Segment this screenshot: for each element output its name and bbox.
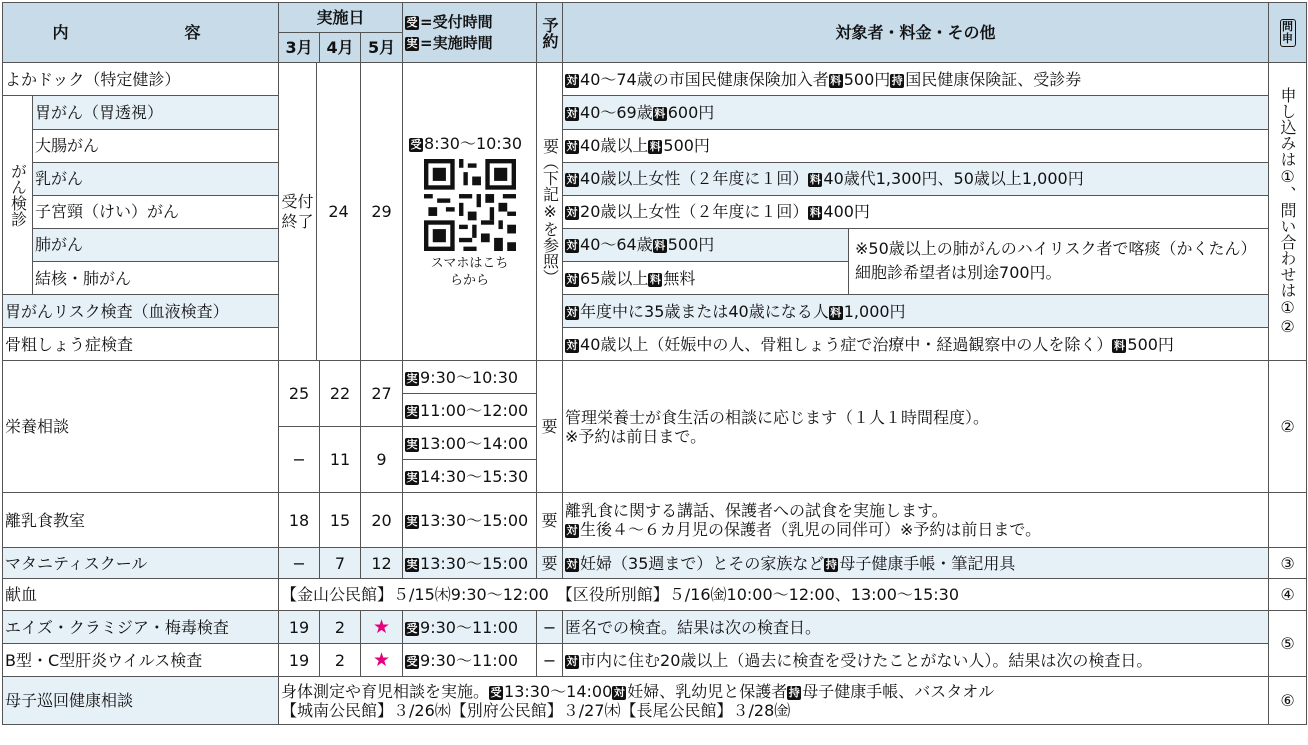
receipt-tag-icon: 受 [406, 15, 418, 29]
row-hep-name: B型・C型肝炎ウイルス検査 [3, 644, 279, 677]
row-aids-name: エイズ・クラミジア・梅毒検査 [3, 611, 279, 644]
qr-code-icon[interactable] [424, 159, 516, 251]
kenshin-m4: 24 [316, 63, 360, 360]
implement-tag-icon: 実 [406, 36, 418, 50]
gan-label: がん検診 [3, 96, 33, 295]
header-month-5: 5月 [361, 33, 403, 63]
header-month-4: 4月 [320, 33, 361, 63]
kenshin-time: 8:30〜10:30 [424, 134, 523, 153]
lung-note: ※50歳以上の肺がんのハイリスク者で喀痰（かくたん）細胞診希望者は別途700円。 [849, 228, 1269, 295]
kenshin-m3: 受付終了 [281, 191, 314, 231]
hep-m3: 19 [279, 644, 320, 677]
rinyu-m5: 20 [361, 493, 403, 548]
eiyo-inquiry: ② [1269, 361, 1307, 493]
aids-time: 受 9:30〜11:00 [403, 611, 537, 644]
row-kenketsu-name: 献血 [3, 579, 279, 611]
row-risk-name: 胃がんリスク検査（血液検査） [3, 295, 279, 328]
row-colon-info: 対 40歳以上 料 500円 [563, 129, 1269, 162]
row-stomach-info: 対 40〜69歳 料 600円 [563, 96, 1269, 130]
rinyu-time: 実 13:30〜15:00 [403, 493, 537, 548]
eiyo-b-m5: 9 [361, 427, 403, 493]
header-time: 受 =受付時間 実 =実施時間 [403, 3, 537, 63]
eiyo-b-m4: 11 [320, 427, 361, 493]
row-tb-name: 結核・肺がん [33, 262, 279, 295]
aids-info: 匿名での検査。結果は次の検査日。 [563, 611, 1269, 644]
hep-time: 受 9:30〜11:00 [403, 644, 537, 677]
aids-star-icon: ★ [361, 611, 403, 644]
header-target: 対象者・料金・その他 [563, 3, 1269, 63]
receipt-tag-icon: 受 [410, 138, 422, 151]
kenketsu-inquiry: ④ [1269, 579, 1307, 611]
aids-m3: 19 [279, 611, 320, 644]
health-schedule-table [2, 2, 1307, 725]
aids-inquiry: ⑤ [1269, 611, 1307, 677]
mata-reserve: 要 [537, 548, 563, 579]
eiyo-b-m3: − [279, 427, 320, 493]
header-month-3: 3月 [279, 33, 320, 63]
boshi-inquiry: ⑥ [1269, 677, 1307, 725]
row-bone-name: 骨粗しょう症検査 [3, 328, 279, 361]
eiyo-reserve: 要 [537, 361, 563, 493]
hep-info: 対 市内に住む20歳以上（過去に検査を受けたことがない人）。結果は次の検査日。 [563, 644, 1269, 677]
hep-star-icon: ★ [361, 644, 403, 677]
row-rinyu-name: 離乳食教室 [3, 493, 279, 548]
row-stomach-name: 胃がん（胃透視） [33, 96, 279, 130]
eiyo-info: 管理栄養士が食生活の相談に応じます（１人１時間程度）。 ※予約は前日まで。 [563, 361, 1269, 493]
row-uterus-info: 対 20歳以上女性（２年度に１回） 料 400円 [563, 195, 1269, 228]
mata-info: 対 妊婦（35週まで）とその家族など 持 母子健康手帳・筆記用具 [563, 548, 1269, 579]
kenshin-time-cell [403, 63, 537, 361]
row-yoka-info: 対 40〜74歳の市国民健康保険加入者 料 500円 持 国民健康保険証、受診券 [563, 63, 1269, 96]
row-risk-info: 対 年度中に35歳または40歳になる人 料 1,000円 [563, 295, 1269, 328]
row-colon-name: 大腸がん [33, 129, 279, 162]
kenshin-inquiry: 申し込みは①、問い合わせは①② [1269, 63, 1307, 361]
kenshin-dates [279, 63, 403, 361]
aids-m4: 2 [320, 611, 361, 644]
row-tb-info: 対 65歳以上 料 無料 [563, 262, 849, 295]
mata-time: 実 13:30〜15:00 [403, 548, 537, 579]
header-content: 内 容 [3, 3, 279, 63]
eiyo-time-1: 実 9:30〜10:30 [403, 361, 537, 394]
row-lung-info: 対 40〜64歳 料 500円 [563, 228, 849, 262]
row-mata-name: マタニティスクール [3, 548, 279, 579]
mata-inquiry: ③ [1269, 548, 1307, 579]
row-boshi-name: 母子巡回健康相談 [3, 677, 279, 725]
row-bone-info: 対 40歳以上（妊娠中の人、骨粗しょう症で治療中・経過観察中の人を除く） 料 500円 [563, 328, 1269, 361]
eiyo-time-3: 実 13:00〜14:00 [403, 427, 537, 460]
eiyo-time-2: 実 11:00〜12:00 [403, 394, 537, 427]
row-yoka-name: よかドック（特定健診） [3, 63, 279, 96]
row-uterus-name: 子宮頸（けい）がん [33, 195, 279, 228]
aids-reserve: − [537, 611, 563, 644]
rinyu-m4: 15 [320, 493, 361, 548]
row-lung-name: 肺がん [33, 228, 279, 262]
target-tag-icon: 対 [566, 73, 578, 87]
rinyu-reserve: 要 [537, 493, 563, 548]
eiyo-time-4: 実 14:30〜15:30 [403, 460, 537, 493]
bring-tag-icon: 持 [891, 73, 903, 87]
row-breast-name: 乳がん [33, 162, 279, 195]
kenshin-reserve: 要（下記※を参照） [537, 63, 563, 361]
hep-reserve: − [537, 644, 563, 677]
rinyu-info: 離乳食に関する講話、保護者への試食を実施します。 対 生後４〜６カ月児の保護者（乳児の同伴可）※予約は前日まで。 [563, 493, 1269, 548]
mata-m5: 12 [361, 548, 403, 579]
header-reserve: 予約 [537, 3, 563, 63]
header-schedule: 実施日 [279, 3, 403, 33]
kenshin-m5: 29 [360, 63, 402, 360]
eiyo-a-m4: 22 [320, 361, 361, 427]
rinyu-inquiry [1269, 493, 1307, 548]
eiyo-a-m5: 27 [361, 361, 403, 427]
boshi-info: 身体測定や育児相談を実施。 受 13:30〜14:00 対 妊婦、乳幼児と保護者 持 母子健康手帳、バスタオル 【城南公民館】３/26㈬【別府公民館】３/27㈭【長尾公民館】３/28㈮ [279, 677, 1269, 725]
kenketsu-info: 【金山公民館】５/15㈭9:30〜12:00 【区役所別館】５/16㈮10:00〜12:00、13:00〜15:30 [279, 579, 1269, 611]
fee-tag-icon: 料 [830, 73, 842, 87]
hep-m4: 2 [320, 644, 361, 677]
eiyo-a-m3: 25 [279, 361, 320, 427]
row-eiyo-name: 栄養相談 [3, 361, 279, 493]
mata-m3: − [279, 548, 320, 579]
mata-m4: 7 [320, 548, 361, 579]
row-breast-info: 対 40歳以上女性（２年度に１回） 料 40歳代1,300円、50歳以上1,000円 [563, 162, 1269, 195]
rinyu-m3: 18 [279, 493, 320, 548]
qr-caption: スマホはこちらから [430, 256, 509, 288]
header-inquiry: 問 申 [1269, 3, 1307, 63]
